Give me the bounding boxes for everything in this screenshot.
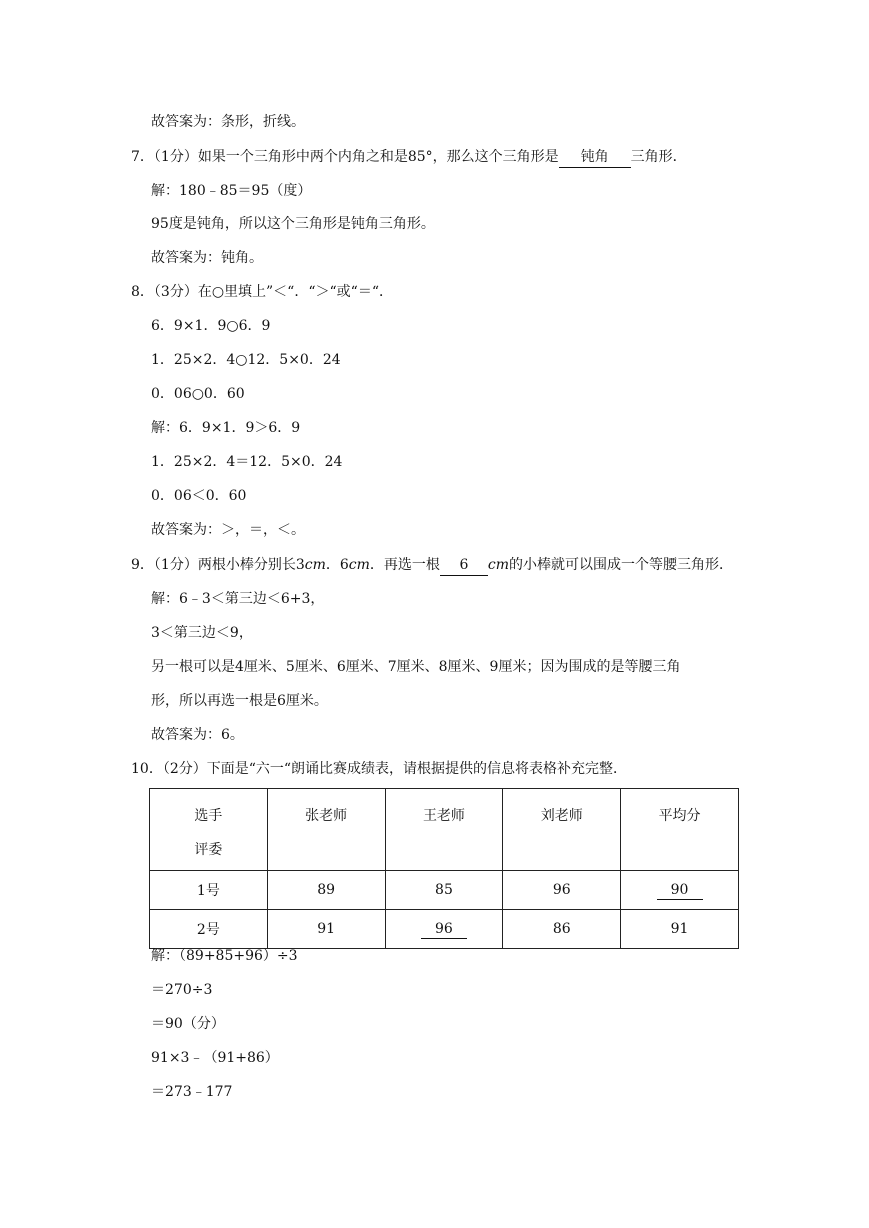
question-7	[131, 147, 687, 167]
unit-text: cm	[304, 557, 326, 573]
question-text: 的小棒就可以围成一个等腰三角形．	[509, 557, 734, 573]
question-8: 8．（3分）在○里填上”＜“．“＞“或“＝“．	[131, 284, 393, 300]
solution-line: 解：（89+85+96）÷3	[151, 948, 298, 964]
answer-blank: 90	[657, 881, 703, 900]
solution-line: 解：180﹣85＝95（度）	[151, 183, 312, 199]
table-cell: 89	[267, 871, 385, 910]
question-text: ．再选一根	[369, 557, 440, 573]
solution-line: 0．06＜0．60	[151, 488, 247, 504]
expression-line: 6．9×1．9○6．9	[151, 318, 271, 334]
table-row	[150, 910, 739, 949]
answer-blank: 6	[440, 555, 488, 576]
table-cell: 91	[267, 910, 385, 949]
question-9	[131, 555, 733, 575]
solution-line: ＝90（分）	[151, 1016, 225, 1032]
solution-line: 解：6．9×1．9＞6．9	[151, 420, 301, 436]
answer-line: 故答案为：6。	[151, 727, 244, 743]
table-cell: 91	[621, 910, 739, 949]
row-label: 2号	[150, 910, 268, 949]
solution-line: 1．25×2．4＝12．5×0．24	[151, 454, 343, 470]
corner-top-label: 选手	[194, 808, 223, 824]
corner-bottom-label: 评委	[194, 842, 223, 858]
table-cell: 85	[385, 871, 503, 910]
answer-line: 故答案为：＞，＝，＜。	[151, 522, 305, 538]
column-header: 张老师	[267, 789, 385, 871]
expression-line: 1．25×2．4○12．5×0．24	[151, 352, 341, 368]
solution-line: ＝273﹣177	[151, 1084, 233, 1100]
table-cell	[621, 871, 739, 910]
column-header: 刘老师	[503, 789, 621, 871]
column-header: 平均分	[621, 789, 739, 871]
unit-text: cm	[348, 557, 370, 573]
answer-line: 故答案为：钝角。	[151, 250, 263, 266]
table-header-row	[150, 789, 739, 871]
solution-line: 形，所以再选一根是6厘米。	[151, 693, 328, 709]
question-text: 三角形．	[630, 149, 687, 165]
table-row	[150, 871, 739, 910]
solution-line: 95度是钝角，所以这个三角形是钝角三角形。	[151, 216, 435, 232]
solution-line: 另一根可以是4厘米、5厘米、6厘米、7厘米、8厘米、9厘米；因为围成的是等腰三角	[151, 659, 681, 675]
question-10: 10．（2分）下面是“六一“朗诵比赛成绩表，请根据提供的信息将表格补充完整．	[131, 761, 628, 777]
answer-blank: 钝角	[559, 147, 631, 168]
solution-line: 3＜第三边＜9，	[151, 625, 253, 641]
question-text: ．6	[325, 557, 349, 573]
unit-text: cm	[487, 557, 510, 573]
solution-line: ＝270÷3	[151, 982, 213, 998]
question-text: 9．（1分）两根小棒分别长3	[131, 557, 305, 573]
answer-line: 故答案为：条形，折线。	[151, 114, 305, 130]
question-text: 7．（1分）如果一个三角形中两个内角之和是85°，那么这个三角形是	[131, 149, 559, 165]
score-table	[149, 788, 739, 949]
answer-blank: 96	[421, 920, 467, 939]
expression-line: 0．06○0．60	[151, 386, 245, 402]
row-label: 1号	[150, 871, 268, 910]
table-cell: 86	[503, 910, 621, 949]
table-cell: 96	[503, 871, 621, 910]
solution-line: 解：6﹣3＜第三边＜6+3，	[151, 591, 325, 607]
corner-cell	[150, 789, 268, 871]
solution-line: 91×3﹣（91+86）	[151, 1050, 279, 1066]
column-header: 王老师	[385, 789, 503, 871]
table-cell	[385, 910, 503, 949]
